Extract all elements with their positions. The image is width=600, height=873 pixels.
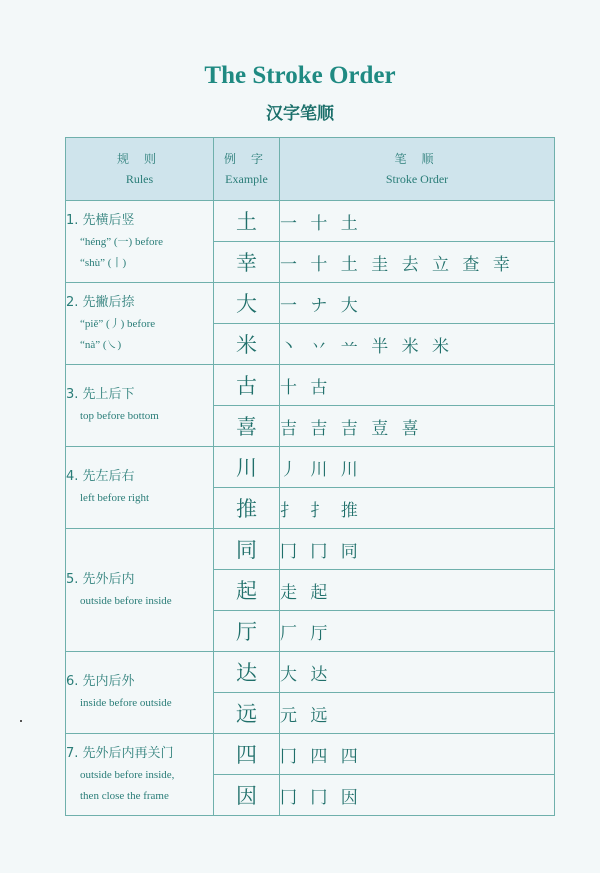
rule-description: “héng” (一) before <box>80 235 164 248</box>
rule-description: left before right <box>80 492 150 504</box>
stroke-sequence: 一 ナ 大 <box>280 283 555 324</box>
rule-description: “shù” (丨) <box>80 256 127 269</box>
example-character: 推 <box>214 488 280 529</box>
rule-title: 4. 先左后右 <box>66 469 135 484</box>
table-body <box>66 201 555 816</box>
header-rules-zh: 规 则 <box>116 152 162 166</box>
example-character: 土 <box>214 201 280 242</box>
page-title: The Stroke Order <box>204 62 396 89</box>
table-row <box>66 283 555 324</box>
example-character: 厅 <box>214 611 280 652</box>
example-character: 古 <box>214 365 280 406</box>
rule-title: 3. 先上后下 <box>66 387 135 402</box>
stroke-sequence: 一 十 土 圭 去 立 查 幸 <box>280 242 555 283</box>
rule-cell <box>66 365 214 447</box>
rule-description: outside before inside <box>80 594 172 607</box>
stroke-sequence: 一 十 土 <box>280 201 555 242</box>
example-character: 达 <box>214 652 280 693</box>
header-stroke-order-zh: 笔 顺 <box>394 152 440 166</box>
stroke-sequence: 元 远 <box>280 693 555 734</box>
header-row <box>66 138 555 201</box>
header-stroke-order-en: Stroke Order <box>385 172 449 186</box>
table-row <box>66 365 555 406</box>
rule-cell <box>66 734 214 816</box>
rule-title: 5. 先外后内 <box>66 571 135 587</box>
rule-title: 1. 先横后竖 <box>66 212 135 228</box>
stroke-sequence: 冂 冂 因 <box>280 775 555 816</box>
stroke-sequence: 冂 四 四 <box>280 734 555 775</box>
example-character: 远 <box>214 693 280 734</box>
example-character: 米 <box>214 324 280 365</box>
stroke-sequence: 冂 冂 同 <box>280 529 555 570</box>
example-character: 川 <box>214 447 280 488</box>
rule-title: 7. 先外后内再关门 <box>66 745 174 761</box>
rule-cell <box>66 201 214 283</box>
stroke-sequence: 大 达 <box>280 652 555 693</box>
stroke-sequence: 厂 厅 <box>280 611 555 652</box>
stroke-sequence: 走 起 <box>280 570 555 611</box>
rule-description: then close the frame <box>80 789 169 802</box>
stroke-sequence: 十 古 <box>280 365 555 406</box>
header-example-en: Example <box>225 172 268 186</box>
stroke-sequence: 丶 丷 䒑 半 米 米 <box>280 324 555 365</box>
rule-description: “piě” (丿) before <box>80 317 156 330</box>
example-character: 起 <box>214 570 280 611</box>
rule-description: top before bottom <box>80 410 159 422</box>
rule-description: outside before inside, <box>80 768 175 781</box>
rule-cell <box>66 283 214 365</box>
table-row <box>66 529 555 570</box>
example-character: 四 <box>214 734 280 775</box>
rule-description: inside before outside <box>80 697 172 709</box>
rule-description: “nà” (㇏) <box>80 338 122 351</box>
table-row <box>66 447 555 488</box>
header-example-zh: 例 字 <box>223 152 269 166</box>
example-character: 幸 <box>214 242 280 283</box>
page-subtitle: 汉字笔顺 <box>266 104 334 124</box>
table-row <box>66 734 555 775</box>
speck-mark <box>20 720 22 722</box>
rule-title: 6. 先内后外 <box>66 674 135 689</box>
example-character: 喜 <box>214 406 280 447</box>
header-example <box>214 138 280 201</box>
stroke-sequence: 扌 扌 推 <box>280 488 555 529</box>
stroke-sequence: 吉 吉 吉 壴 喜 <box>280 406 555 447</box>
example-character: 因 <box>214 775 280 816</box>
table-row <box>66 652 555 693</box>
stroke-order-table <box>65 137 555 816</box>
stroke-sequence: 丿 川 川 <box>280 447 555 488</box>
rule-cell <box>66 652 214 734</box>
rule-title: 2. 先撇后捺 <box>66 294 135 310</box>
example-character: 同 <box>214 529 280 570</box>
header-rules <box>66 138 214 201</box>
header-rules-en: Rules <box>125 172 154 186</box>
rule-cell <box>66 529 214 652</box>
table-row <box>66 201 555 242</box>
rule-cell <box>66 447 214 529</box>
header-stroke-order <box>280 138 555 201</box>
example-character: 大 <box>214 283 280 324</box>
